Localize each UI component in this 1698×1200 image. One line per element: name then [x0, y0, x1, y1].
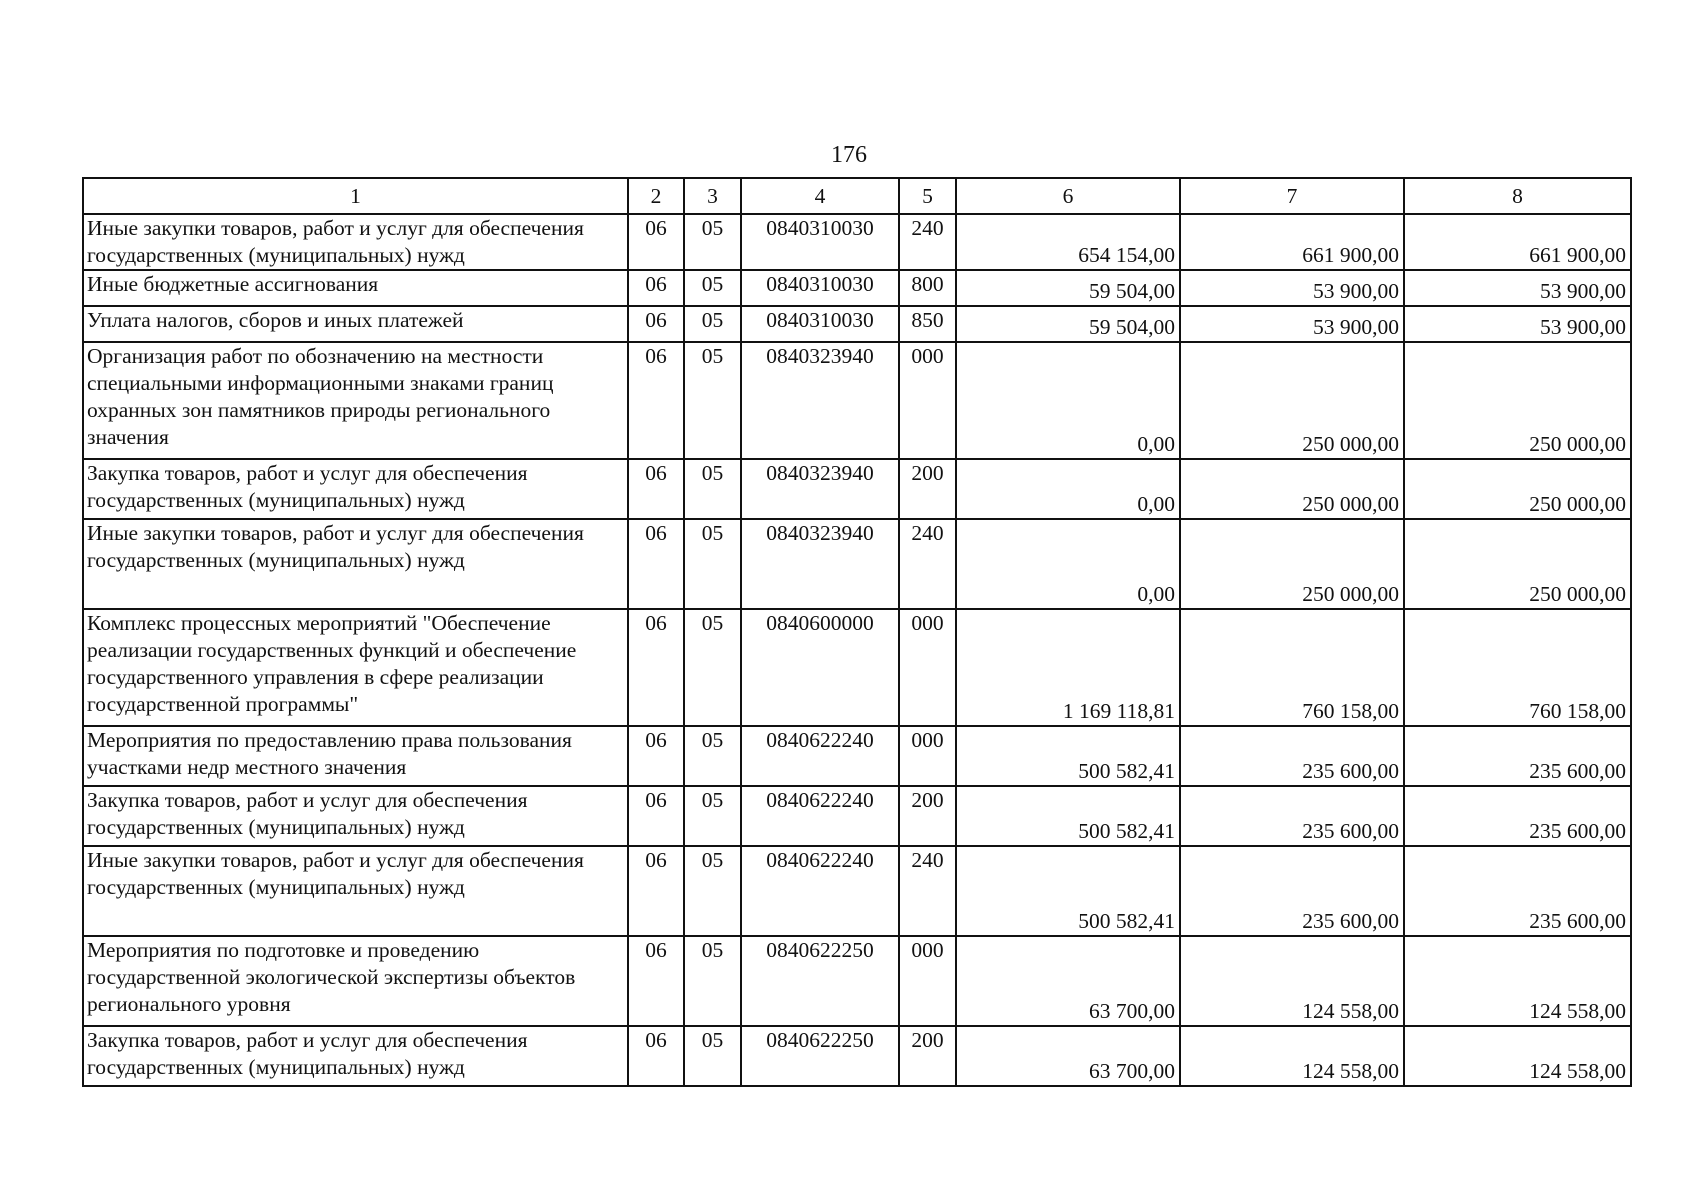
amount-col8-cell: 53 900,00 [1404, 306, 1631, 342]
table-row [83, 936, 1631, 1026]
table-row [83, 1026, 1631, 1086]
expense-name-cell: Организация работ по обозначению на местности специальными информационными знаками границ охранных зон памятников природы регионального значения [83, 342, 628, 459]
expense-type-cell: 000 [899, 342, 956, 459]
column-header-8: 8 [1404, 178, 1631, 214]
expense-name-cell: Иные закупки товаров, работ и услуг для обеспечения государственных (муниципальных) нужд [83, 214, 628, 270]
subsection-code-cell: 05 [684, 1026, 741, 1086]
expense-type-cell: 200 [899, 459, 956, 519]
column-header-3: 3 [684, 178, 741, 214]
amount-col8-cell: 235 600,00 [1404, 786, 1631, 846]
expense-type-cell: 200 [899, 1026, 956, 1086]
amount-col6-cell: 59 504,00 [956, 270, 1180, 306]
table-row [83, 609, 1631, 726]
subsection-code-cell: 05 [684, 726, 741, 786]
subsection-code-cell: 05 [684, 342, 741, 459]
section-code-cell: 06 [628, 609, 684, 726]
amount-col7-cell: 53 900,00 [1180, 270, 1404, 306]
amount-col8-cell: 124 558,00 [1404, 936, 1631, 1026]
expense-name-cell: Иные бюджетные ассигнования [83, 270, 628, 306]
amount-col7-cell: 250 000,00 [1180, 519, 1404, 609]
column-header-4: 4 [741, 178, 899, 214]
section-code-cell: 06 [628, 936, 684, 1026]
amount-col7-cell: 250 000,00 [1180, 342, 1404, 459]
table-row [83, 459, 1631, 519]
amount-col7-cell: 250 000,00 [1180, 459, 1404, 519]
table-row [83, 270, 1631, 306]
expense-name-cell: Комплекс процессных мероприятий "Обеспечение реализации государственных функций и обеспечение государственного управления в сфере реализации государственной программы" [83, 609, 628, 726]
amount-col7-cell: 661 900,00 [1180, 214, 1404, 270]
amount-col7-cell: 235 600,00 [1180, 726, 1404, 786]
amount-col6-cell: 0,00 [956, 342, 1180, 459]
section-code-cell: 06 [628, 846, 684, 936]
target-article-cell: 0840323940 [741, 459, 899, 519]
column-header-2: 2 [628, 178, 684, 214]
table-row [83, 214, 1631, 270]
table-row [83, 726, 1631, 786]
expense-name-cell: Закупка товаров, работ и услуг для обеспечения государственных (муниципальных) нужд [83, 1026, 628, 1086]
target-article-cell: 0840310030 [741, 270, 899, 306]
target-article-cell: 0840310030 [741, 214, 899, 270]
section-code-cell: 06 [628, 270, 684, 306]
amount-col6-cell: 1 169 118,81 [956, 609, 1180, 726]
column-header-7: 7 [1180, 178, 1404, 214]
expense-name-cell: Иные закупки товаров, работ и услуг для обеспечения государственных (муниципальных) нужд [83, 846, 628, 936]
section-code-cell: 06 [628, 214, 684, 270]
section-code-cell: 06 [628, 726, 684, 786]
amount-col7-cell: 53 900,00 [1180, 306, 1404, 342]
amount-col8-cell: 250 000,00 [1404, 342, 1631, 459]
amount-col7-cell: 760 158,00 [1180, 609, 1404, 726]
expense-type-cell: 240 [899, 214, 956, 270]
amount-col6-cell: 0,00 [956, 459, 1180, 519]
target-article-cell: 0840622250 [741, 1026, 899, 1086]
amount-col8-cell: 124 558,00 [1404, 1026, 1631, 1086]
amount-col8-cell: 53 900,00 [1404, 270, 1631, 306]
subsection-code-cell: 05 [684, 306, 741, 342]
target-article-cell: 0840323940 [741, 342, 899, 459]
expense-name-cell: Мероприятия по предоставлению права пользования участками недр местного значения [83, 726, 628, 786]
amount-col8-cell: 235 600,00 [1404, 726, 1631, 786]
page-number: 176 [831, 142, 867, 168]
amount-col8-cell: 250 000,00 [1404, 459, 1631, 519]
expense-type-cell: 200 [899, 786, 956, 846]
amount-col6-cell: 63 700,00 [956, 936, 1180, 1026]
expense-type-cell: 000 [899, 726, 956, 786]
column-header-1: 1 [83, 178, 628, 214]
table-row [83, 306, 1631, 342]
target-article-cell: 0840323940 [741, 519, 899, 609]
target-article-cell: 0840622240 [741, 846, 899, 936]
section-code-cell: 06 [628, 786, 684, 846]
expense-type-cell: 240 [899, 519, 956, 609]
column-header-5: 5 [899, 178, 956, 214]
subsection-code-cell: 05 [684, 519, 741, 609]
target-article-cell: 0840622250 [741, 936, 899, 1026]
subsection-code-cell: 05 [684, 936, 741, 1026]
column-header-6: 6 [956, 178, 1180, 214]
expense-name-cell: Закупка товаров, работ и услуг для обеспечения государственных (муниципальных) нужд [83, 786, 628, 846]
table-row [83, 786, 1631, 846]
section-code-cell: 06 [628, 306, 684, 342]
amount-col8-cell: 250 000,00 [1404, 519, 1631, 609]
amount-col7-cell: 235 600,00 [1180, 786, 1404, 846]
amount-col6-cell: 0,00 [956, 519, 1180, 609]
section-code-cell: 06 [628, 1026, 684, 1086]
amount-col7-cell: 124 558,00 [1180, 1026, 1404, 1086]
expense-type-cell: 850 [899, 306, 956, 342]
section-code-cell: 06 [628, 519, 684, 609]
expense-type-cell: 000 [899, 936, 956, 1026]
subsection-code-cell: 05 [684, 846, 741, 936]
amount-col6-cell: 59 504,00 [956, 306, 1180, 342]
target-article-cell: 0840622240 [741, 726, 899, 786]
amount-col8-cell: 760 158,00 [1404, 609, 1631, 726]
subsection-code-cell: 05 [684, 270, 741, 306]
subsection-code-cell: 05 [684, 459, 741, 519]
amount-col6-cell: 500 582,41 [956, 786, 1180, 846]
section-code-cell: 06 [628, 342, 684, 459]
table-row [83, 846, 1631, 936]
expense-name-cell: Уплата налогов, сборов и иных платежей [83, 306, 628, 342]
amount-col6-cell: 500 582,41 [956, 846, 1180, 936]
subsection-code-cell: 05 [684, 609, 741, 726]
target-article-cell: 0840622240 [741, 786, 899, 846]
header-row [83, 178, 1631, 214]
amount-col6-cell: 654 154,00 [956, 214, 1180, 270]
target-article-cell: 0840310030 [741, 306, 899, 342]
target-article-cell: 0840600000 [741, 609, 899, 726]
expense-type-cell: 240 [899, 846, 956, 936]
table-row [83, 342, 1631, 459]
amount-col7-cell: 235 600,00 [1180, 846, 1404, 936]
section-code-cell: 06 [628, 459, 684, 519]
subsection-code-cell: 05 [684, 786, 741, 846]
table-row [83, 519, 1631, 609]
amount-col8-cell: 661 900,00 [1404, 214, 1631, 270]
expense-name-cell: Закупка товаров, работ и услуг для обеспечения государственных (муниципальных) нужд [83, 459, 628, 519]
amount-col6-cell: 63 700,00 [956, 1026, 1180, 1086]
expense-name-cell: Иные закупки товаров, работ и услуг для обеспечения государственных (муниципальных) нужд [83, 519, 628, 609]
amount-col7-cell: 124 558,00 [1180, 936, 1404, 1026]
expense-type-cell: 000 [899, 609, 956, 726]
expense-name-cell: Мероприятия по подготовке и проведению государственной экологической экспертизы объектов регионального уровня [83, 936, 628, 1026]
amount-col8-cell: 235 600,00 [1404, 846, 1631, 936]
expense-type-cell: 800 [899, 270, 956, 306]
amount-col6-cell: 500 582,41 [956, 726, 1180, 786]
subsection-code-cell: 05 [684, 214, 741, 270]
budget-table [82, 177, 1632, 1087]
